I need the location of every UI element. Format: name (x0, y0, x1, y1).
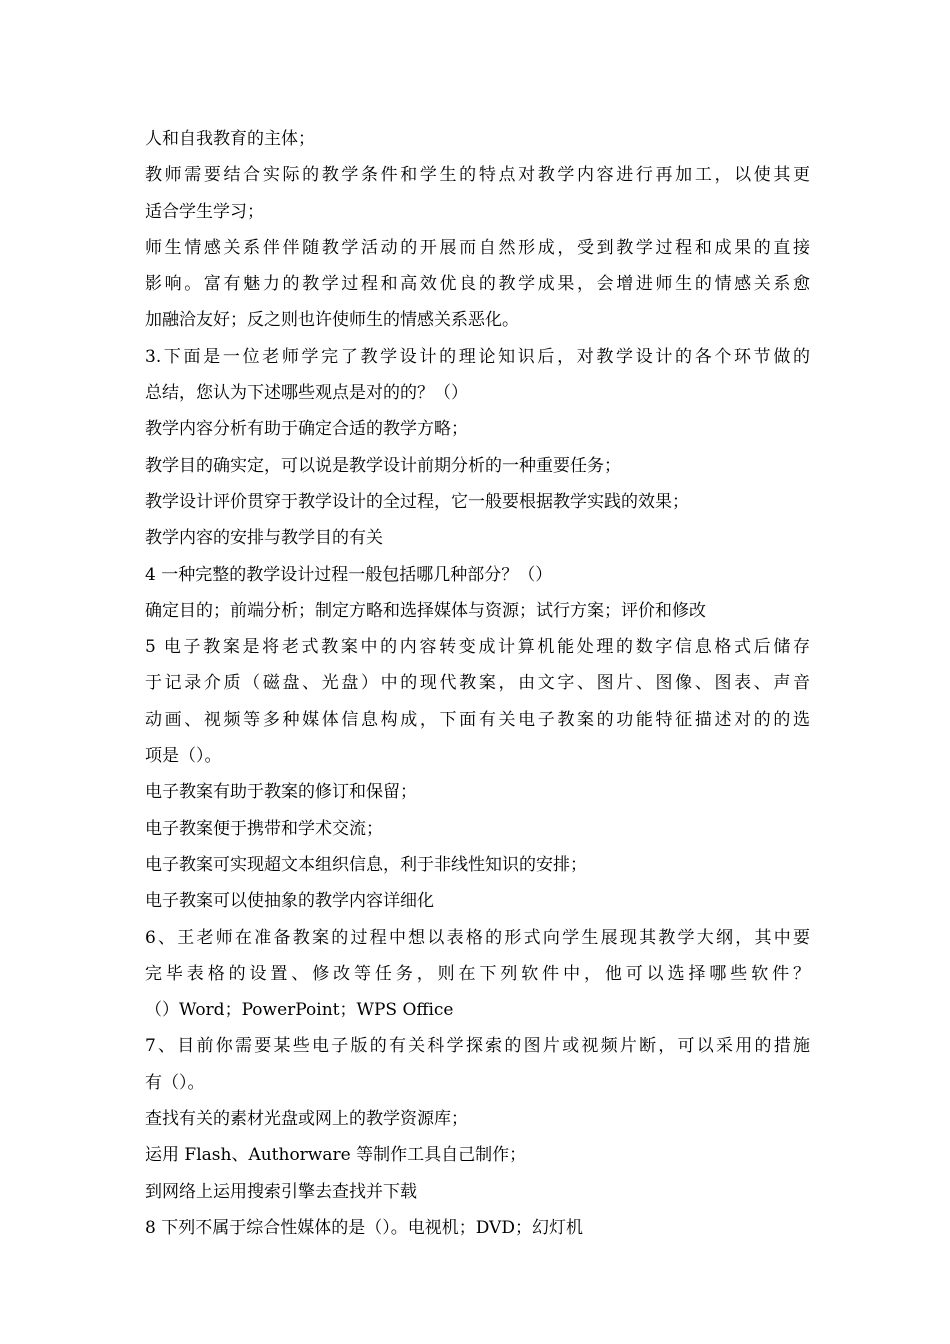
text-line: 完毕表格的设置、修改等任务，则在下列软件中，他可以选择哪些软件？ (145, 963, 810, 984)
text-line: 教学目的确实定，可以说是教学设计前期分析的一种重要任务； (145, 455, 621, 476)
text-line: 电子教案便于携带和学术交流； (145, 818, 383, 839)
text-line: 加融洽友好；反之则也许使师生的情感关系恶化。 (145, 310, 519, 331)
text-line: 教学内容的安排与教学目的有关 (145, 528, 383, 549)
text-line: 适合学生学习； (145, 201, 264, 222)
text-line: 4 一种完整的教学设计过程一般包括哪几种部分？（） (145, 564, 553, 585)
text-line: 运用 Flash、Authorware 等制作工具自己制作； (145, 1145, 527, 1166)
text-line: 教师需要结合实际的教学条件和学生的特点对教学内容进行再加工，以使其更 (145, 165, 810, 186)
text-line: 人和自我教育的主体； (145, 129, 315, 149)
text-line: 到网络上运用搜索引擎去查找并下载 (145, 1181, 417, 1202)
text-line: 查找有关的素材光盘或网上的教学资源库； (145, 1109, 468, 1130)
text-line: 教学内容分析有助于确定合适的教学方略； (145, 419, 468, 440)
text-line: 影响。富有魅力的教学过程和高效优良的教学成果，会增进师生的情感关系愈 (145, 274, 810, 295)
text-line: 总结，您认为下述哪些观点是对的的？（） (145, 383, 468, 404)
text-line: 电子教案有助于教案的修订和保留； (145, 782, 417, 803)
text-line: 8 下列不属于综合性媒体的是（）。电视机；DVD；幻灯机 (145, 1217, 583, 1238)
text-line: 于记录介质（磁盘、光盘）中的现代教案，由文字、图片、图像、图表、声音 (145, 673, 810, 694)
text-line: 3.下面是一位老师学完了教学设计的理论知识后，对教学设计的各个环节做的 (145, 346, 810, 367)
text-line: （）Word；PowerPoint；WPS Office (145, 1000, 454, 1021)
text-line: 动画、视频等多种媒体信息构成，下面有关电子教案的功能特征描述对的的选 (145, 709, 810, 730)
text-line: 电子教案可实现超文本组织信息，利于非线性知识的安排； (145, 854, 587, 875)
text-line: 教学设计评价贯穿于教学设计的全过程，它一般要根据教学实践的效果； (145, 491, 689, 512)
text-line: 电子教案可以使抽象的教学内容详细化 (145, 891, 434, 912)
text-line: 确定目的；前端分析；制定方略和选择媒体与资源；试行方案；评价和修改 (145, 600, 706, 621)
document-body (145, 121, 810, 1246)
text-line: 5 电子教案是将老式教案中的内容转变成计算机能处理的数字信息格式后储存 (145, 637, 810, 658)
text-line: 有（）。 (145, 1072, 205, 1093)
text-line: 6、王老师在准备教案的过程中想以表格的形式向学生展现其教学大纲，其中要 (145, 927, 810, 948)
text-line: 项是（）。 (145, 746, 222, 767)
text-line: 师生情感关系伴伴随教学活动的开展而自然形成，受到教学过程和成果的直接 (145, 237, 810, 258)
text-line: 7、目前你需要某些电子版的有关科学探索的图片或视频片断，可以采用的措施 (145, 1036, 810, 1057)
